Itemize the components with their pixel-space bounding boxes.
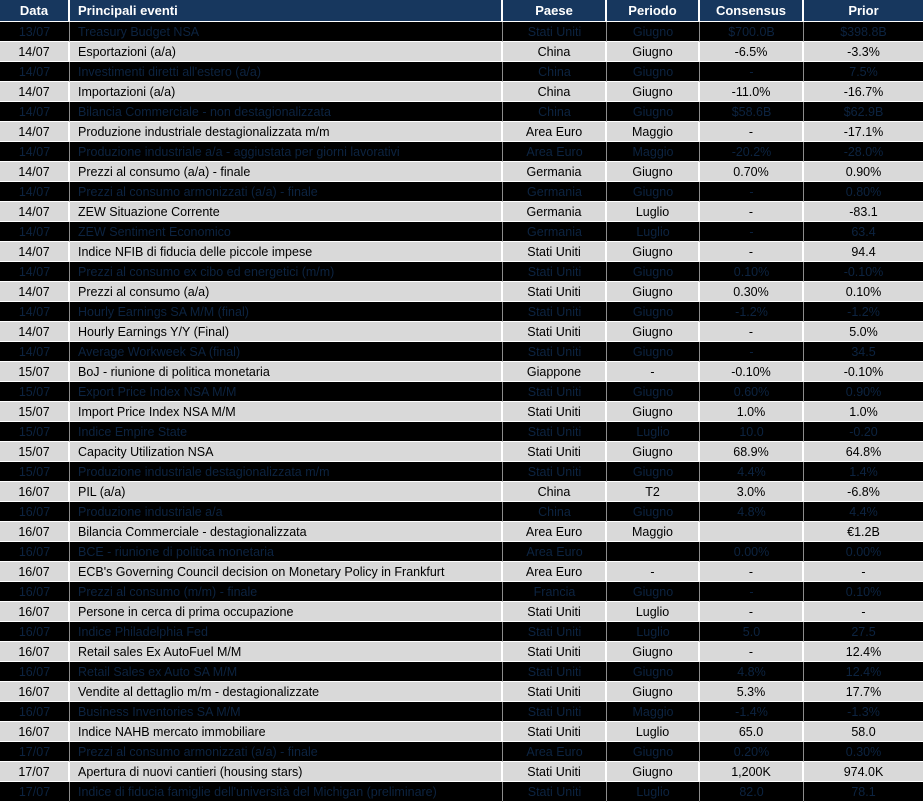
- table-row: [0, 162, 923, 182]
- cell-consensus: 82.0: [700, 782, 804, 802]
- table-row: [0, 762, 923, 782]
- cell-paese: Stati Uniti: [503, 702, 607, 722]
- cell-periodo: Giugno: [607, 102, 700, 122]
- cell-evento: Retail Sales ex Auto SA M/M: [70, 662, 503, 682]
- cell-evento: Produzione industriale destagionalizzata m/m: [70, 462, 503, 482]
- cell-periodo: Giugno: [607, 22, 700, 42]
- cell-paese: China: [503, 82, 607, 102]
- table-row: [0, 62, 923, 82]
- cell-periodo: Giugno: [607, 42, 700, 62]
- cell-periodo: Luglio: [607, 202, 700, 222]
- cell-consensus: 5.0: [700, 622, 804, 642]
- table-row: [0, 642, 923, 662]
- cell-evento: Hourly Earnings Y/Y (Final): [70, 322, 503, 342]
- cell-prior: 0.00%: [804, 542, 923, 562]
- table-row: [0, 602, 923, 622]
- cell-data: 14/07: [0, 182, 70, 202]
- cell-prior: 7.5%: [804, 62, 923, 82]
- cell-consensus: -: [700, 62, 804, 82]
- cell-consensus: -: [700, 122, 804, 142]
- table-row: [0, 42, 923, 62]
- cell-data: 16/07: [0, 622, 70, 642]
- cell-paese: Giappone: [503, 362, 607, 382]
- cell-paese: Germania: [503, 202, 607, 222]
- cell-consensus: 0.00%: [700, 542, 804, 562]
- cell-evento: Produzione industriale destagionalizzata m/m: [70, 122, 503, 142]
- table-row: [0, 442, 923, 462]
- cell-periodo: Giugno: [607, 462, 700, 482]
- table-row: [0, 142, 923, 162]
- cell-consensus: $700.0B: [700, 22, 804, 42]
- cell-data: 15/07: [0, 362, 70, 382]
- cell-prior: -1.2%: [804, 302, 923, 322]
- cell-prior: 0.80%: [804, 182, 923, 202]
- cell-data: 14/07: [0, 142, 70, 162]
- cell-evento: Prezzi al consumo armonizzati (a/a) - finale: [70, 742, 503, 762]
- cell-data: 14/07: [0, 222, 70, 242]
- cell-data: 17/07: [0, 782, 70, 802]
- cell-data: 15/07: [0, 442, 70, 462]
- cell-consensus: -: [700, 242, 804, 262]
- cell-evento: Prezzi al consumo ex cibo ed energetici (m/m): [70, 262, 503, 282]
- cell-prior: -0.10%: [804, 262, 923, 282]
- cell-paese: Stati Uniti: [503, 762, 607, 782]
- cell-prior: 5.0%: [804, 322, 923, 342]
- cell-prior: 0.30%: [804, 742, 923, 762]
- cell-evento: Persone in cerca di prima occupazione: [70, 602, 503, 622]
- cell-paese: China: [503, 42, 607, 62]
- header-consensus: Consensus: [700, 0, 804, 22]
- cell-paese: Area Euro: [503, 122, 607, 142]
- cell-prior: -17.1%: [804, 122, 923, 142]
- table-row: [0, 182, 923, 202]
- cell-prior: 1.0%: [804, 402, 923, 422]
- cell-data: 14/07: [0, 202, 70, 222]
- table-header: [0, 0, 923, 22]
- cell-periodo: Giugno: [607, 322, 700, 342]
- cell-consensus: 0.20%: [700, 742, 804, 762]
- cell-evento: Treasury Budget NSA: [70, 22, 503, 42]
- cell-paese: Stati Uniti: [503, 662, 607, 682]
- cell-consensus: 4.4%: [700, 462, 804, 482]
- cell-prior: 0.10%: [804, 582, 923, 602]
- cell-evento: Produzione industriale a/a: [70, 502, 503, 522]
- cell-paese: Germania: [503, 222, 607, 242]
- cell-consensus: 4.8%: [700, 502, 804, 522]
- table-row: [0, 542, 923, 562]
- table-row: [0, 242, 923, 262]
- cell-periodo: Maggio: [607, 522, 700, 542]
- cell-consensus: -: [700, 642, 804, 662]
- cell-consensus: -0.10%: [700, 362, 804, 382]
- cell-prior: -6.8%: [804, 482, 923, 502]
- cell-data: 15/07: [0, 402, 70, 422]
- table-row: [0, 502, 923, 522]
- cell-periodo: Giugno: [607, 742, 700, 762]
- cell-consensus: 0.10%: [700, 262, 804, 282]
- cell-evento: Prezzi al consumo (a/a) - finale: [70, 162, 503, 182]
- cell-prior: $398.8B: [804, 22, 923, 42]
- cell-periodo: Luglio: [607, 222, 700, 242]
- table-row: [0, 562, 923, 582]
- cell-data: 16/07: [0, 642, 70, 662]
- cell-consensus: -: [700, 562, 804, 582]
- cell-evento: Produzione industriale a/a - aggiustata per giorni lavorativi: [70, 142, 503, 162]
- cell-paese: Area Euro: [503, 542, 607, 562]
- cell-evento: Investimenti diretti all'estero (a/a): [70, 62, 503, 82]
- cell-paese: Stati Uniti: [503, 342, 607, 362]
- cell-data: 16/07: [0, 502, 70, 522]
- header-data: Data: [0, 0, 70, 22]
- cell-data: 14/07: [0, 62, 70, 82]
- cell-periodo: Maggio: [607, 702, 700, 722]
- cell-periodo: Luglio: [607, 782, 700, 802]
- cell-prior: -: [804, 562, 923, 582]
- cell-paese: Stati Uniti: [503, 622, 607, 642]
- table-row: [0, 322, 923, 342]
- cell-data: 16/07: [0, 722, 70, 742]
- cell-paese: Stati Uniti: [503, 682, 607, 702]
- header-prior: Prior: [804, 0, 923, 22]
- cell-periodo: Giugno: [607, 502, 700, 522]
- cell-consensus: -: [700, 202, 804, 222]
- cell-evento: Indice NAHB mercato immobiliare: [70, 722, 503, 742]
- cell-prior: -0.10%: [804, 362, 923, 382]
- cell-periodo: Luglio: [607, 722, 700, 742]
- cell-evento: Esportazioni (a/a): [70, 42, 503, 62]
- cell-evento: PIL (a/a): [70, 482, 503, 502]
- cell-consensus: -1.4%: [700, 702, 804, 722]
- cell-evento: Average Workweek SA (final): [70, 342, 503, 362]
- cell-paese: Area Euro: [503, 562, 607, 582]
- cell-consensus: -11.0%: [700, 82, 804, 102]
- cell-evento: Hourly Earnings SA M/M (final): [70, 302, 503, 322]
- table-row: [0, 702, 923, 722]
- cell-data: 16/07: [0, 662, 70, 682]
- cell-paese: Germania: [503, 182, 607, 202]
- cell-periodo: Giugno: [607, 682, 700, 702]
- cell-evento: Prezzi al consumo (m/m) - finale: [70, 582, 503, 602]
- cell-data: 16/07: [0, 602, 70, 622]
- table-body: [0, 22, 923, 802]
- cell-periodo: Giugno: [607, 342, 700, 362]
- cell-paese: Stati Uniti: [503, 602, 607, 622]
- cell-consensus: -: [700, 322, 804, 342]
- cell-paese: Stati Uniti: [503, 242, 607, 262]
- table-row: [0, 342, 923, 362]
- cell-prior: 27.5: [804, 622, 923, 642]
- cell-paese: Stati Uniti: [503, 262, 607, 282]
- cell-periodo: Giugno: [607, 662, 700, 682]
- cell-periodo: Giugno: [607, 762, 700, 782]
- cell-evento: Retail sales Ex AutoFuel M/M: [70, 642, 503, 662]
- cell-periodo: T2: [607, 482, 700, 502]
- cell-evento: Bilancia Commerciale - non destagionalizzata: [70, 102, 503, 122]
- cell-data: 16/07: [0, 522, 70, 542]
- cell-data: 14/07: [0, 162, 70, 182]
- cell-periodo: Giugno: [607, 282, 700, 302]
- cell-consensus: 0.70%: [700, 162, 804, 182]
- cell-data: 16/07: [0, 702, 70, 722]
- cell-prior: 0.10%: [804, 282, 923, 302]
- cell-paese: Stati Uniti: [503, 322, 607, 342]
- table-row: [0, 22, 923, 42]
- cell-consensus: -: [700, 182, 804, 202]
- cell-data: 14/07: [0, 342, 70, 362]
- cell-prior: 0.90%: [804, 382, 923, 402]
- table-row: [0, 102, 923, 122]
- cell-data: 15/07: [0, 422, 70, 442]
- cell-data: 14/07: [0, 262, 70, 282]
- cell-periodo: Giugno: [607, 302, 700, 322]
- cell-evento: Export Price Index NSA M/M: [70, 382, 503, 402]
- cell-consensus: 1.0%: [700, 402, 804, 422]
- cell-periodo: Giugno: [607, 382, 700, 402]
- table-row: [0, 302, 923, 322]
- cell-data: 17/07: [0, 742, 70, 762]
- cell-paese: Area Euro: [503, 742, 607, 762]
- cell-evento: Indice Empire State: [70, 422, 503, 442]
- cell-consensus: 0.30%: [700, 282, 804, 302]
- cell-data: 14/07: [0, 82, 70, 102]
- cell-periodo: [607, 542, 700, 562]
- cell-evento: Business Inventories SA M/M: [70, 702, 503, 722]
- cell-prior: -1.3%: [804, 702, 923, 722]
- cell-consensus: 4.8%: [700, 662, 804, 682]
- cell-consensus: -: [700, 582, 804, 602]
- cell-consensus: 3.0%: [700, 482, 804, 502]
- cell-evento: Capacity Utilization NSA: [70, 442, 503, 462]
- cell-data: 15/07: [0, 382, 70, 402]
- table-row: [0, 662, 923, 682]
- cell-consensus: -: [700, 342, 804, 362]
- cell-paese: Stati Uniti: [503, 642, 607, 662]
- cell-paese: Area Euro: [503, 142, 607, 162]
- cell-evento: Indice NFIB di fiducia delle piccole impese: [70, 242, 503, 262]
- cell-periodo: Giugno: [607, 82, 700, 102]
- cell-evento: Importazioni (a/a): [70, 82, 503, 102]
- table-row: [0, 742, 923, 762]
- cell-evento: Vendite al dettaglio m/m - destagionalizzate: [70, 682, 503, 702]
- cell-prior: -: [804, 602, 923, 622]
- cell-consensus: -6.5%: [700, 42, 804, 62]
- cell-data: 14/07: [0, 302, 70, 322]
- cell-paese: Stati Uniti: [503, 402, 607, 422]
- table-row: [0, 402, 923, 422]
- cell-paese: Stati Uniti: [503, 22, 607, 42]
- cell-periodo: -: [607, 362, 700, 382]
- cell-data: 16/07: [0, 482, 70, 502]
- cell-paese: China: [503, 482, 607, 502]
- cell-paese: China: [503, 62, 607, 82]
- cell-periodo: Luglio: [607, 622, 700, 642]
- cell-prior: 34.5: [804, 342, 923, 362]
- cell-data: 14/07: [0, 42, 70, 62]
- cell-prior: 12.4%: [804, 662, 923, 682]
- cell-consensus: [700, 522, 804, 542]
- cell-periodo: Maggio: [607, 142, 700, 162]
- cell-evento: Bilancia Commerciale - destagionalizzata: [70, 522, 503, 542]
- header-periodo: Periodo: [607, 0, 700, 22]
- table-row: [0, 382, 923, 402]
- cell-data: 15/07: [0, 462, 70, 482]
- table-row: [0, 482, 923, 502]
- cell-data: 13/07: [0, 22, 70, 42]
- cell-evento: BCE - riunione di politica monetaria: [70, 542, 503, 562]
- cell-data: 16/07: [0, 542, 70, 562]
- cell-consensus: 10.0: [700, 422, 804, 442]
- table-row: [0, 282, 923, 302]
- cell-paese: Stati Uniti: [503, 422, 607, 442]
- cell-periodo: Giugno: [607, 642, 700, 662]
- cell-paese: Area Euro: [503, 522, 607, 542]
- cell-data: 14/07: [0, 322, 70, 342]
- cell-evento: Indice Philadelphia Fed: [70, 622, 503, 642]
- cell-paese: China: [503, 502, 607, 522]
- cell-evento: ECB's Governing Council decision on Monetary Policy in Frankfurt: [70, 562, 503, 582]
- cell-evento: Apertura di nuovi cantieri (housing stars): [70, 762, 503, 782]
- table-row: [0, 462, 923, 482]
- cell-prior: 78.1: [804, 782, 923, 802]
- cell-consensus: $58.6B: [700, 102, 804, 122]
- cell-prior: 1.4%: [804, 462, 923, 482]
- cell-consensus: 0.60%: [700, 382, 804, 402]
- cell-prior: 0.90%: [804, 162, 923, 182]
- cell-evento: BoJ - riunione di politica monetaria: [70, 362, 503, 382]
- cell-prior: 58.0: [804, 722, 923, 742]
- table-row: [0, 202, 923, 222]
- table-row: [0, 422, 923, 442]
- cell-paese: Germania: [503, 162, 607, 182]
- cell-prior: $62.9B: [804, 102, 923, 122]
- cell-periodo: Giugno: [607, 262, 700, 282]
- cell-prior: -3.3%: [804, 42, 923, 62]
- cell-periodo: Giugno: [607, 242, 700, 262]
- table-row: [0, 622, 923, 642]
- table-row: [0, 582, 923, 602]
- cell-paese: Stati Uniti: [503, 302, 607, 322]
- cell-consensus: 1,200K: [700, 762, 804, 782]
- cell-prior: 974.0K: [804, 762, 923, 782]
- cell-evento: ZEW Sentiment Economico: [70, 222, 503, 242]
- cell-consensus: -: [700, 222, 804, 242]
- table-row: [0, 222, 923, 242]
- table-row: [0, 122, 923, 142]
- cell-consensus: 5.3%: [700, 682, 804, 702]
- cell-evento: Indice di fiducia famiglie dell'università del Michigan (preliminare): [70, 782, 503, 802]
- cell-consensus: 68.9%: [700, 442, 804, 462]
- cell-periodo: Giugno: [607, 442, 700, 462]
- cell-paese: Stati Uniti: [503, 722, 607, 742]
- cell-periodo: Giugno: [607, 582, 700, 602]
- cell-paese: Stati Uniti: [503, 382, 607, 402]
- cell-paese: Stati Uniti: [503, 282, 607, 302]
- cell-periodo: Giugno: [607, 162, 700, 182]
- cell-data: 14/07: [0, 242, 70, 262]
- cell-paese: Stati Uniti: [503, 782, 607, 802]
- cell-data: 16/07: [0, 562, 70, 582]
- cell-periodo: Luglio: [607, 422, 700, 442]
- cell-data: 14/07: [0, 282, 70, 302]
- cell-paese: Stati Uniti: [503, 462, 607, 482]
- cell-consensus: -1.2%: [700, 302, 804, 322]
- cell-prior: -0.20: [804, 422, 923, 442]
- cell-prior: 4.4%: [804, 502, 923, 522]
- header-eventi: Principali eventi: [70, 0, 503, 22]
- cell-consensus: 65.0: [700, 722, 804, 742]
- cell-evento: Prezzi al consumo armonizzati (a/a) - finale: [70, 182, 503, 202]
- cell-data: 16/07: [0, 582, 70, 602]
- table-row: [0, 722, 923, 742]
- cell-periodo: -: [607, 562, 700, 582]
- cell-prior: -83.1: [804, 202, 923, 222]
- table-row: [0, 682, 923, 702]
- cell-paese: China: [503, 102, 607, 122]
- table-row: [0, 522, 923, 542]
- cell-prior: 17.7%: [804, 682, 923, 702]
- cell-data: 16/07: [0, 682, 70, 702]
- cell-prior: 12.4%: [804, 642, 923, 662]
- cell-evento: Import Price Index NSA M/M: [70, 402, 503, 422]
- table-row: [0, 262, 923, 282]
- cell-periodo: Maggio: [607, 122, 700, 142]
- cell-data: 14/07: [0, 122, 70, 142]
- cell-prior: 64.8%: [804, 442, 923, 462]
- cell-data: 17/07: [0, 762, 70, 782]
- cell-periodo: Giugno: [607, 182, 700, 202]
- cell-prior: 63.4: [804, 222, 923, 242]
- header-row: [0, 0, 923, 22]
- cell-consensus: -20.2%: [700, 142, 804, 162]
- cell-evento: Prezzi al consumo (a/a): [70, 282, 503, 302]
- cell-prior: 94.4: [804, 242, 923, 262]
- cell-periodo: Giugno: [607, 62, 700, 82]
- table-row: [0, 362, 923, 382]
- cell-periodo: Giugno: [607, 402, 700, 422]
- header-paese: Paese: [503, 0, 607, 22]
- cell-periodo: Luglio: [607, 602, 700, 622]
- cell-data: 14/07: [0, 102, 70, 122]
- cell-evento: ZEW Situazione Corrente: [70, 202, 503, 222]
- cell-consensus: -: [700, 602, 804, 622]
- table-row: [0, 82, 923, 102]
- cell-prior: €1.2B: [804, 522, 923, 542]
- cell-paese: Stati Uniti: [503, 442, 607, 462]
- cell-prior: -16.7%: [804, 82, 923, 102]
- cell-paese: Francia: [503, 582, 607, 602]
- table-row: [0, 782, 923, 802]
- cell-prior: -28.0%: [804, 142, 923, 162]
